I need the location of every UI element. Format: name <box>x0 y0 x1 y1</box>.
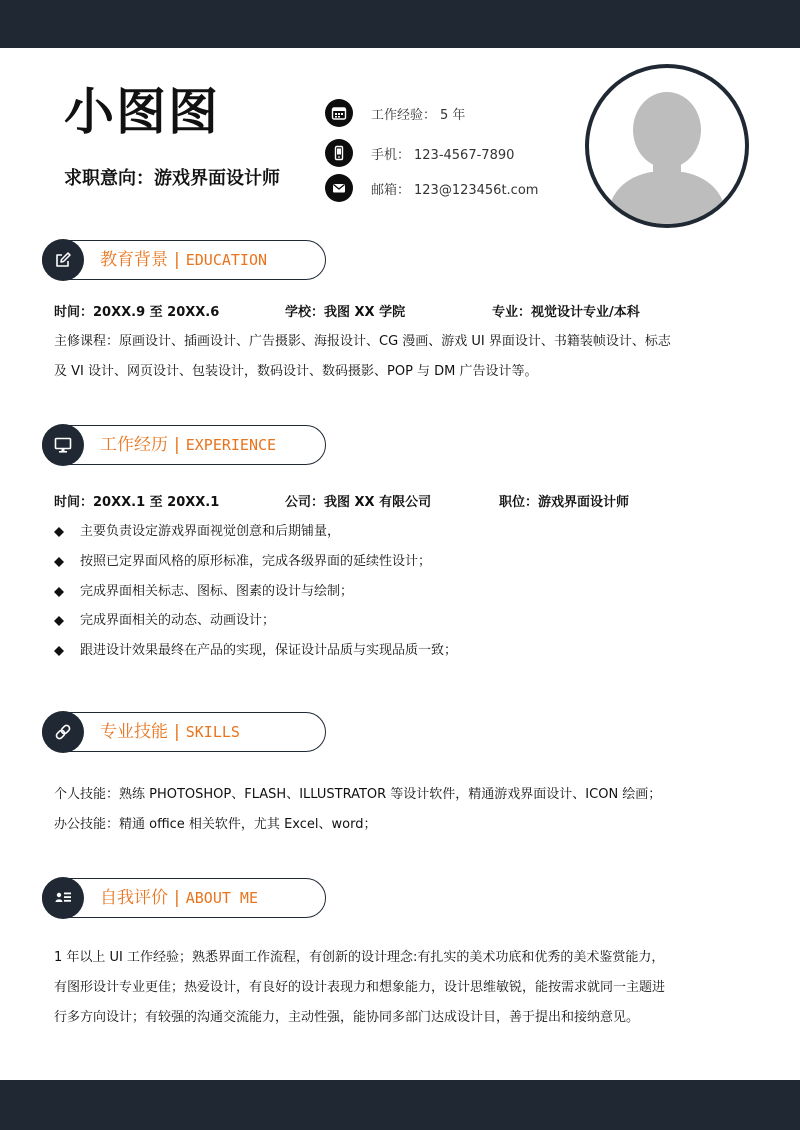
bullet-text: 跟进设计效果最终在产品的实现，保证设计品质与实现品质一致； <box>80 643 458 658</box>
section-title-cn: 教育背景 <box>100 250 168 270</box>
link-icon <box>42 711 84 753</box>
info-email <box>325 173 538 203</box>
diamond-bullet-icon <box>54 587 64 597</box>
bullet-text: 主要负责设定游戏界面视觉创意和后期铺量， <box>80 524 341 539</box>
job-intention: 求职意向：游戏界面设计师 <box>64 168 280 189</box>
info-experience <box>325 98 465 128</box>
section-title-separator: | <box>174 250 180 270</box>
diamond-bullet-icon <box>54 616 64 626</box>
monitor-icon <box>42 424 84 466</box>
section-header-experience <box>42 425 326 465</box>
diamond-bullet-icon <box>54 527 64 537</box>
experience-bullet <box>54 582 353 602</box>
info-label: 手机： <box>371 147 411 163</box>
section-title-cn: 工作经历 <box>100 435 168 455</box>
bullet-text: 完成界面相关标志、图标、图素的设计与绘制； <box>80 584 354 599</box>
about-line: 行多方向设计；有较强的沟通交流能力，主动性强，能协同多部门达成设计目，善于提出和接纳意见。 <box>54 1010 640 1025</box>
info-value: 123-4567-7890 <box>414 147 515 163</box>
info-value: 5 年 <box>440 107 466 123</box>
profile-photo <box>585 64 749 228</box>
bullet-text: 完成界面相关的动态、动画设计； <box>80 613 276 628</box>
info-label: 邮箱： <box>371 182 411 198</box>
experience-time: 时间：20XX.1 至 20XX.1 <box>54 495 220 510</box>
education-courses-line: 主修课程：原画设计、插画设计、广告摄影、海报设计、CG 漫画、游戏 UI 界面设计、书籍装帧设计、标志 <box>54 334 671 349</box>
bottom-band <box>0 1080 800 1130</box>
section-title-en: ABOUT ME <box>185 889 258 907</box>
calendar-icon <box>325 99 353 127</box>
experience-bullet <box>54 522 340 542</box>
skills-office: 办公技能：精通 office 相关软件，尤其 Excel、word； <box>54 817 377 832</box>
section-header-about <box>42 878 326 918</box>
experience-bullet <box>54 641 457 661</box>
experience-bullet <box>54 552 431 572</box>
section-header-skills <box>42 712 326 752</box>
diamond-bullet-icon <box>54 646 64 656</box>
bullet-text: 按照已定界面风格的原形标准，完成各级界面的延续性设计； <box>80 554 432 569</box>
info-label: 工作经验： <box>371 107 437 123</box>
education-school: 学校：我图 XX 学院 <box>285 305 406 320</box>
section-title-separator: | <box>174 722 180 742</box>
avatar-silhouette-icon <box>589 68 745 224</box>
education-courses-line: 及 VI 设计、网页设计、包装设计，数码设计、数码摄影、POP 与 DM 广告设计等。 <box>54 364 538 379</box>
mail-icon <box>325 174 353 202</box>
resume-name: 小图图 <box>64 83 220 141</box>
skills-personal: 个人技能：熟练 PHOTOSHOP、FLASH、ILLUSTRATOR 等设计软件，精通游戏界面设计、ICON 绘画； <box>54 787 662 802</box>
diamond-bullet-icon <box>54 557 64 567</box>
section-header-education <box>42 240 326 280</box>
section-title-cn: 自我评价 <box>100 888 168 908</box>
section-title-cn: 专业技能 <box>100 722 168 742</box>
section-title-separator: | <box>174 888 180 908</box>
experience-position: 职位：游戏界面设计师 <box>499 495 630 510</box>
about-line: 有图形设计专业更佳；热爱设计，有良好的设计表现力和想象能力，设计思维敏锐，能按需求就同一主题进 <box>54 980 666 995</box>
id-card-icon <box>42 877 84 919</box>
info-value: 123@123456t.com <box>414 182 539 198</box>
phone-icon <box>325 139 353 167</box>
edit-icon <box>42 239 84 281</box>
education-major: 专业：视觉设计专业/本科 <box>492 305 640 320</box>
section-title-en: EXPERIENCE <box>185 436 277 454</box>
education-time: 时间：20XX.9 至 20XX.6 <box>54 305 220 320</box>
section-title-separator: | <box>174 435 180 455</box>
section-title-en: EDUCATION <box>185 251 268 269</box>
experience-company: 公司：我图 XX 有限公司 <box>285 495 432 510</box>
about-line: 1 年以上 UI 工作经验；熟悉界面工作流程，有创新的设计理念:有扎实的美术功底和优秀的美术鉴赏能力， <box>54 950 665 965</box>
info-phone <box>325 138 514 168</box>
experience-bullet <box>54 611 275 631</box>
section-title-en: SKILLS <box>185 723 240 741</box>
top-band <box>0 0 800 48</box>
